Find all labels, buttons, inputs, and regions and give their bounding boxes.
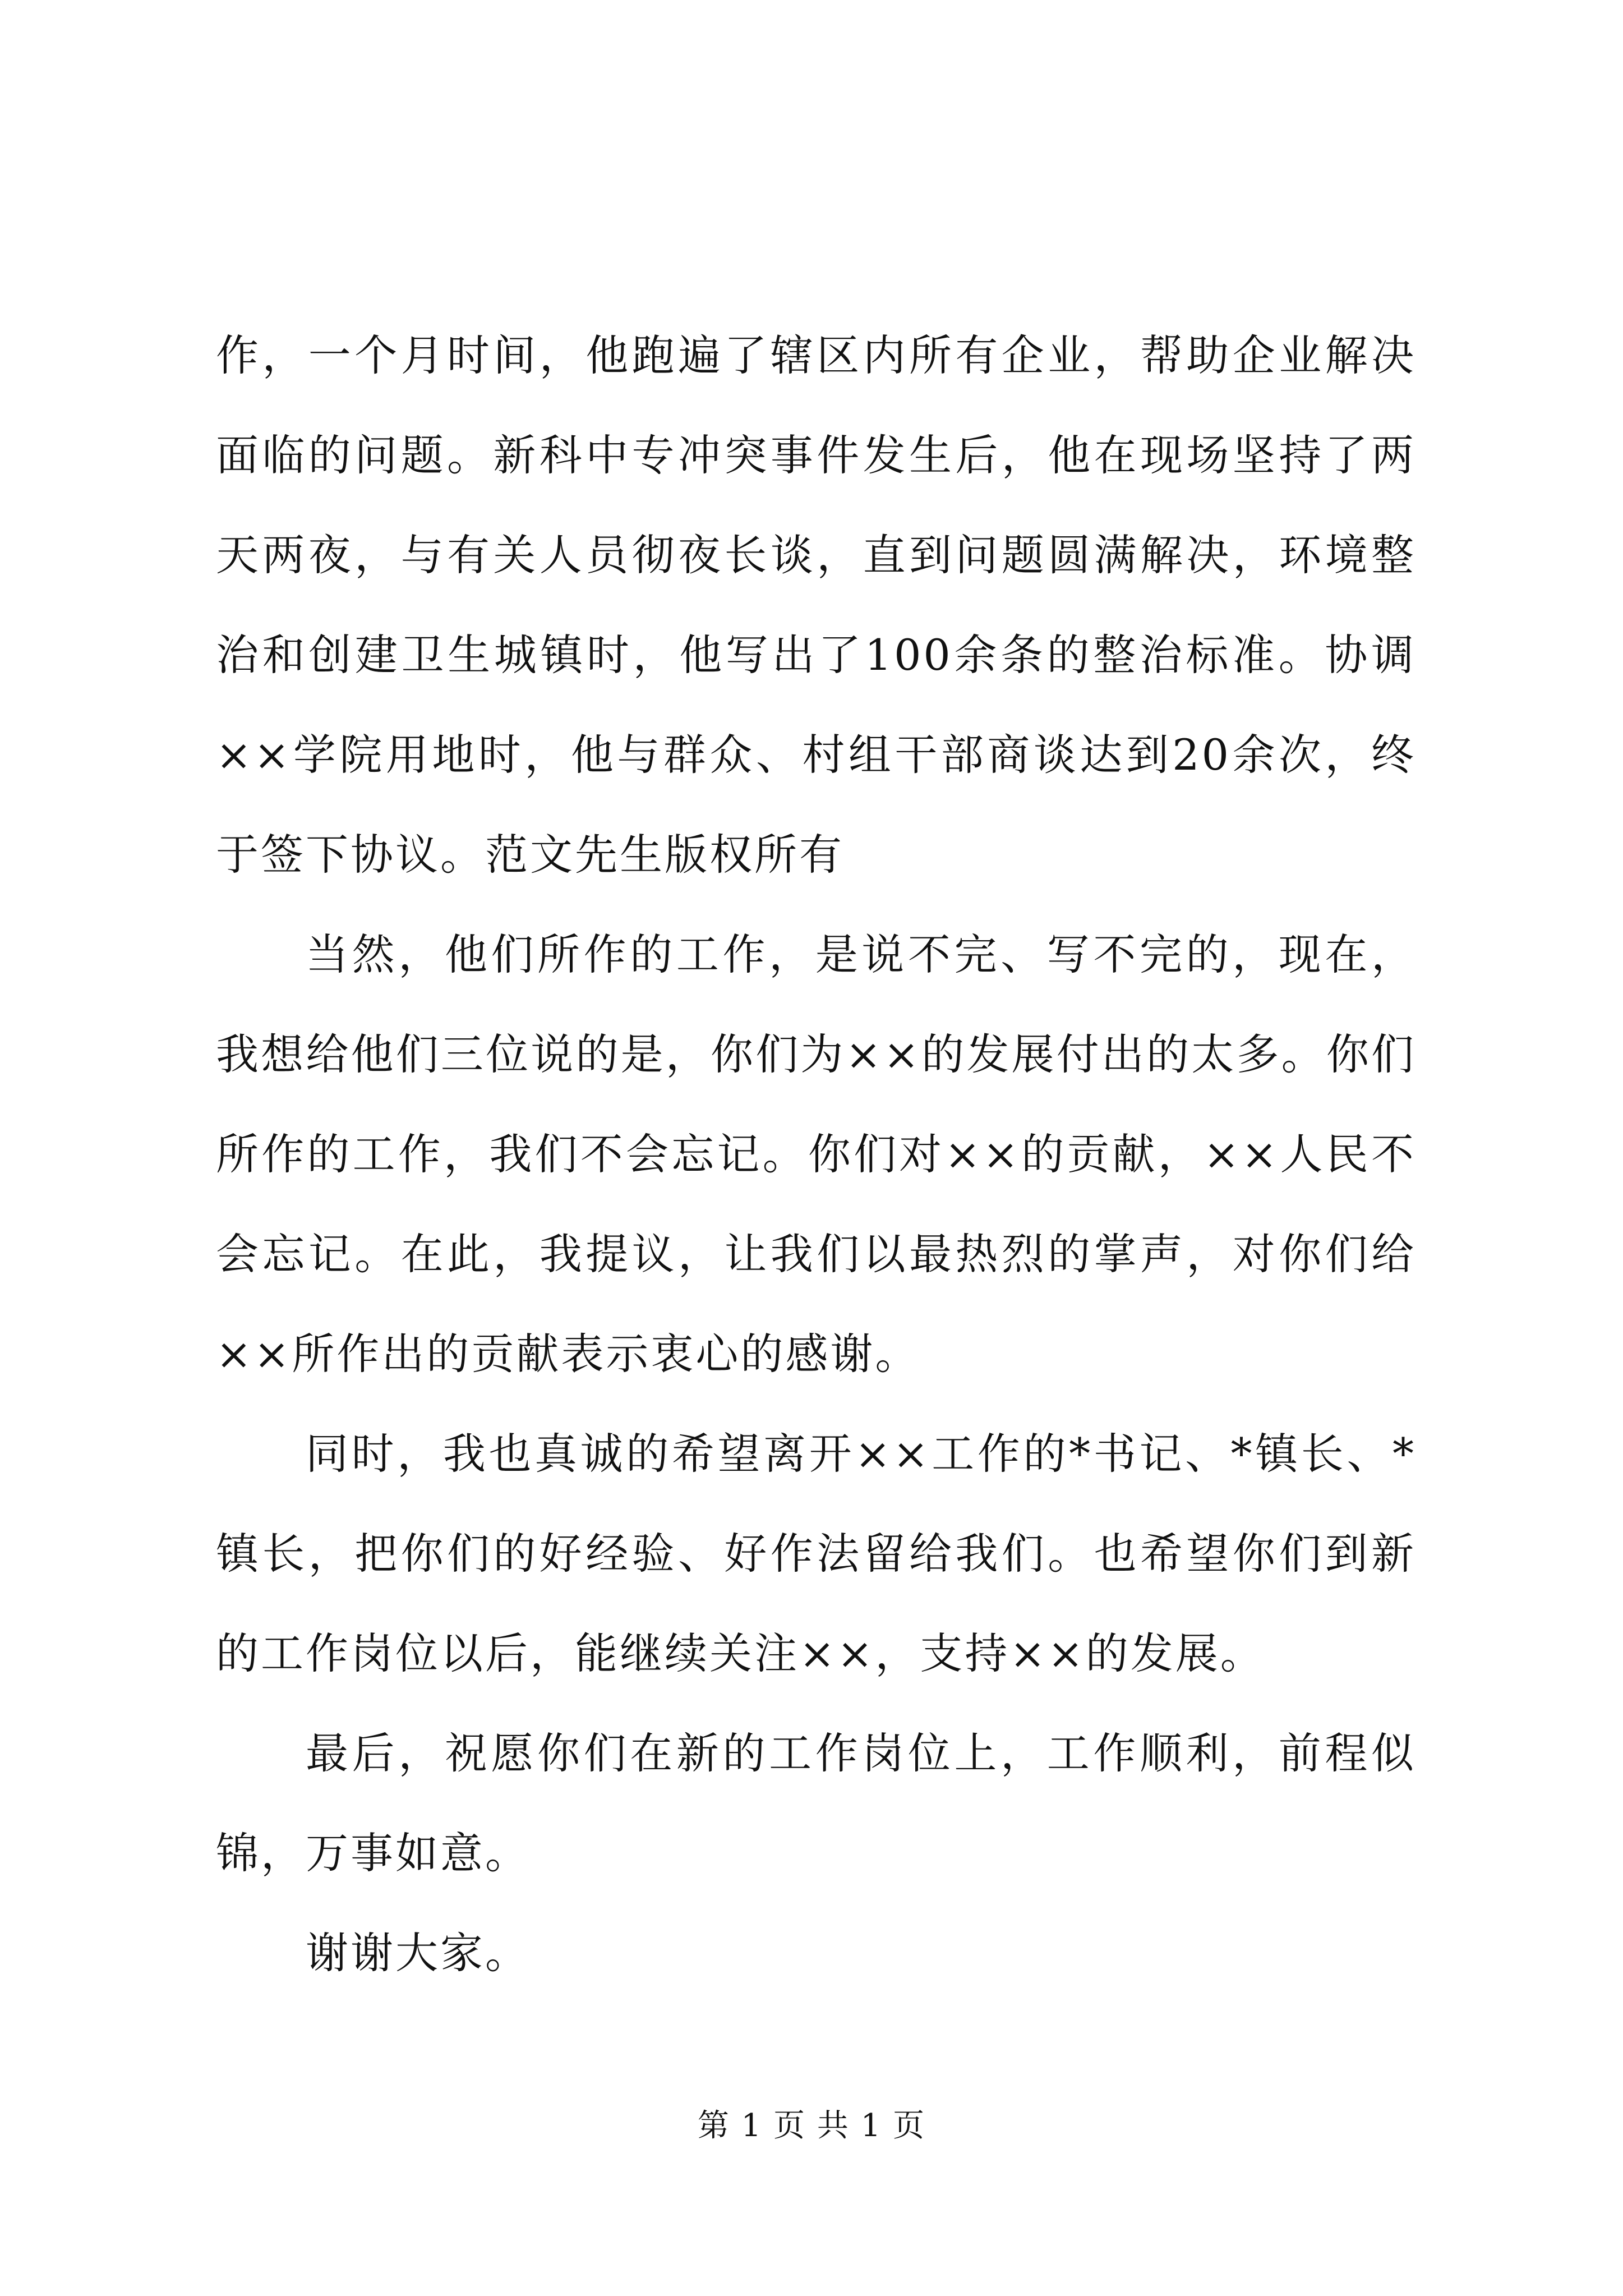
body-text: [216, 306, 1416, 2003]
paragraph-hope: 同时，我也真诚的希望离开××工作的*书记、*镇长、*镇长，把你们的好经验、好作法留给我们。也希望你们到新的工作岗位以后，能继续关注××，支持××的发展。: [216, 1429, 1416, 1678]
paragraph-closing: 谢谢大家。: [306, 1928, 530, 1978]
page-number-footer: 第 1 页 共 1 页: [697, 2108, 926, 2144]
paragraph-wishes: 最后，祝愿你们在新的工作岗位上，工作顺利，前程似锦，万事如意。: [216, 1728, 1416, 1878]
paragraph-continuation: 作，一个月时间，他跑遍了辖区内所有企业，帮助企业解决面临的问题。新科中专冲突事件发生后，他在现场坚持了两天两夜，与有关人员彻夜长谈，直到问题圆满解决，环境整治和创建卫生城镇时，他写出了100余条的整治标准。协调××学院用地时，他与群众、村组干部商谈达到20余次，终于签下协议。范文先生版权所有: [216, 330, 1416, 880]
paragraph-thanks-contribution: 当然，他们所作的工作，是说不完、写不完的，现在，我想给他们三位说的是，你们为××的发展付出的太多。你们所作的工作，我们不会忘记。你们对××的贡献，××人民不会忘记。在此，我提议，让我们以最热烈的掌声，对你们给××所作出的贡献表示衷心的感谢。: [216, 930, 1416, 1379]
